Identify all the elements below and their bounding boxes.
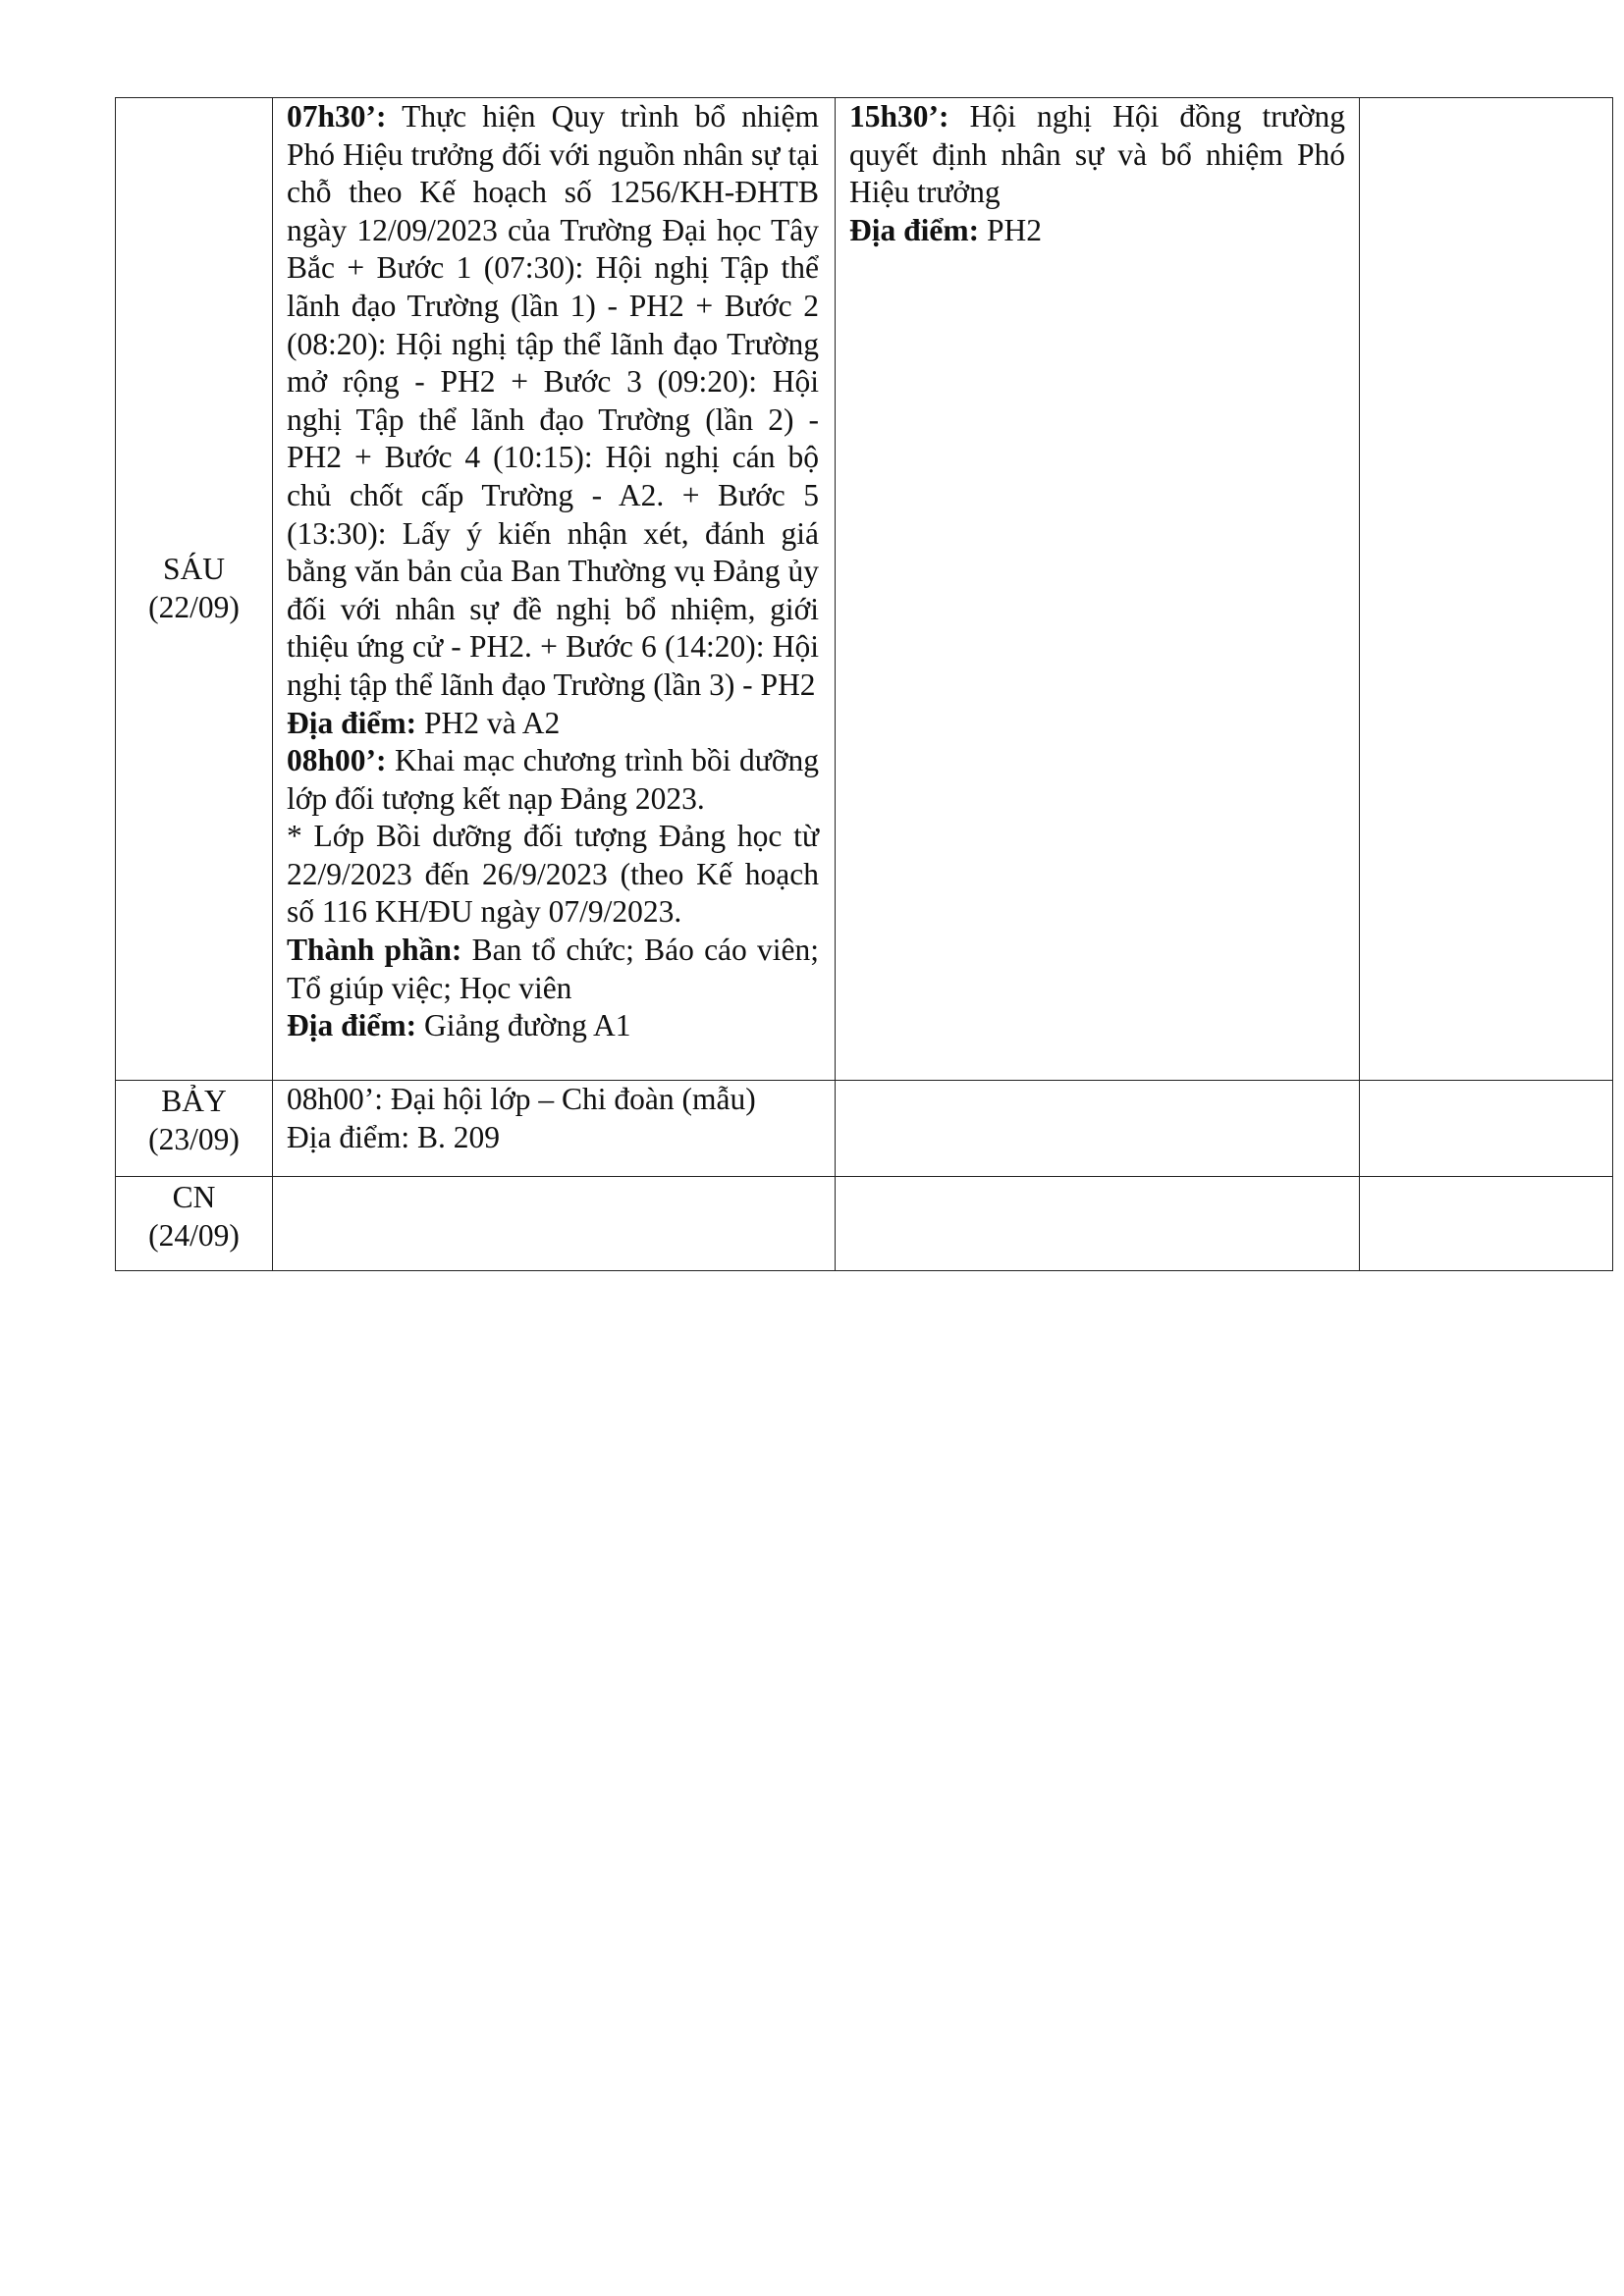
event-time: 07h30’: [287, 99, 387, 133]
participants-label: Thành phần: [287, 933, 462, 968]
afternoon-cell-sunday [836, 1177, 1360, 1271]
day-name: BẢY [161, 1084, 227, 1118]
morning-event-2-note: * Lớp Bồi dưỡng đối tượng Đảng học từ 22/9/2023 đến 26/9/2023 (theo Kế hoạch số 116 KH/ĐU ngày 07/9/2023. [287, 819, 819, 930]
morning-event-1 [287, 98, 819, 705]
morning-event-2 [287, 742, 819, 818]
morning-event-1-location [287, 705, 819, 743]
schedule-row-friday [116, 98, 1613, 1081]
event-description: Khai mạc chương trình bồi dưỡng lớp đối tượng kết nạp Đảng 2023. [287, 743, 820, 816]
day-date: (22/09) [148, 590, 240, 624]
participants-value: Ban tổ chức; Báo cáo viên; Tổ giúp việc; Học viên [287, 933, 820, 1005]
day-date: (23/09) [148, 1121, 240, 1156]
schedule-row-saturday [116, 1081, 1613, 1177]
morning-cell-saturday [273, 1081, 836, 1177]
location-value: PH2 và A2 [423, 705, 561, 740]
day-cell-saturday [116, 1081, 273, 1177]
afternoon-cell-friday [836, 98, 1360, 1081]
location-value: PH2 [986, 212, 1043, 247]
weekly-schedule-table [115, 97, 1613, 1271]
day-cell-friday [116, 98, 273, 1081]
morning-cell-sunday [273, 1177, 836, 1271]
morning-cell-friday [273, 98, 836, 1081]
event-time: 15h30’: [849, 99, 949, 133]
location-label: Địa điểm: [287, 705, 417, 740]
schedule-row-sunday [116, 1177, 1613, 1271]
note-cell-sunday [1360, 1177, 1613, 1271]
event-description: Hội nghị Hội đồng trường quyết định nhân sự và bổ nhiệm Phó Hiệu trưởng [849, 99, 1345, 210]
day-name: CN [172, 1180, 216, 1214]
afternoon-event-1 [849, 98, 1345, 212]
location-label: Địa điểm: [849, 212, 980, 247]
location-label: Địa điểm: [287, 1008, 417, 1043]
note-cell-saturday [1360, 1081, 1613, 1177]
location-value: Giảng đường A1 [423, 1008, 631, 1043]
morning-event-2-participants [287, 932, 819, 1007]
morning-event-2-location [287, 1007, 819, 1045]
note-cell-friday [1360, 98, 1613, 1081]
morning-event-line: 08h00’: Đại hội lớp – Chi đoàn (mẫu) [287, 1082, 756, 1116]
day-cell-sunday [116, 1177, 273, 1271]
afternoon-event-1-location [849, 212, 1345, 250]
morning-event-location: Địa điểm: B. 209 [287, 1119, 500, 1154]
day-name: SÁU [162, 552, 225, 587]
event-description: Thực hiện Quy trình bổ nhiệm Phó Hiệu trưởng đối với nguồn nhân sự tại chỗ theo Kế hoạch số 1256/KH-ĐHTB ngày 12/09/2023 của Trường Đại học Tây Bắc + Bước 1 (07:30): Hội nghị Tập thể lãnh đạo Trường (lần 1) - PH2 + Bước 2 (08:20): Hội nghị tập thể lãnh đạo Trường mở rộng - PH2 + Bước 3 (09:20): Hội nghị Tập thể lãnh đạo Trường (lần 2) - PH2 + Bước 4 (10:15): Hội nghị cán bộ chủ chốt cấp Trường - A2. + Bước 5 (13:30): Lấy ý kiến nhận xét, đánh giá bằng văn bản của Ban Thường vụ Đảng ủy đối với nhân sự đề nghị bổ nhiệm, giới thiệu ứng cử - PH2. + Bước 6 (14:20): Hội nghị tập thể lãnh đạo Trường (lần 3) - PH2 [287, 99, 819, 702]
day-date: (24/09) [148, 1217, 240, 1253]
event-time: 08h00’: [287, 743, 387, 778]
afternoon-cell-saturday [836, 1081, 1360, 1177]
